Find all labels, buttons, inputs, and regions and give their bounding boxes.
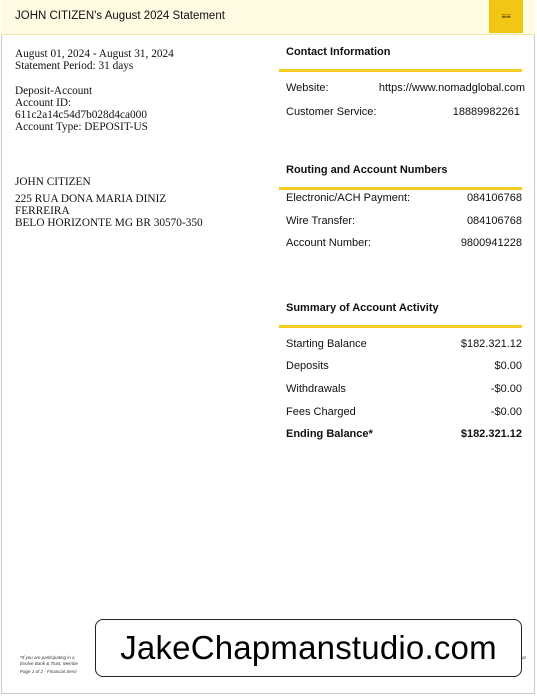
fees-value: -$0.00 [490, 406, 522, 418]
routing-section-title: Routing and Account Numbers [286, 164, 448, 176]
customer-address-block [15, 193, 203, 229]
address-line-2: FERREIRA [15, 205, 70, 217]
bank-logo [489, 0, 523, 33]
address-line-1: 225 RUA DONA MARIA DINIZ [15, 193, 167, 205]
account-info-block [15, 85, 148, 133]
account-number-label: Account Number: [286, 237, 371, 249]
routing-row-account-number [286, 237, 522, 249]
routing-row-wire [286, 215, 522, 227]
ending-balance-label: Ending Balance* [286, 428, 373, 440]
starting-balance-label: Starting Balance [286, 338, 367, 350]
summary-divider [279, 325, 522, 328]
wire-label: Wire Transfer: [286, 215, 356, 227]
statement-period: Statement Period: 31 days [15, 60, 134, 72]
ach-label: Electronic/ACH Payment: [286, 192, 411, 204]
account-number-value: 9800941228 [460, 237, 522, 249]
bank-logo-mark: ≡≡ [501, 12, 511, 21]
account-id-label: Account ID: [15, 97, 72, 109]
withdrawals-value: -$0.00 [490, 383, 522, 395]
website-link[interactable]: https://www.nomadglobal.com [378, 82, 525, 94]
customer-service-phone: 18889982261 [452, 106, 520, 118]
contact-row-website [286, 82, 525, 94]
contact-section-title: Contact Information [286, 46, 391, 58]
customer-name: JOHN CITIZEN [15, 176, 91, 188]
wire-value: 084106768 [466, 215, 522, 227]
footer-disclaimer-line-1: *If you are participating in a [20, 655, 75, 660]
customer-name-block [15, 176, 91, 188]
summary-row-ending-balance [286, 428, 522, 440]
footer-disclaimer-line-2: Evolve Bank & Trust, Membe [20, 661, 78, 666]
website-label: Website: [286, 82, 329, 94]
customer-service-label: Customer Service: [286, 106, 377, 118]
fees-label: Fees Charged [286, 406, 356, 418]
deposits-value: $0.00 [494, 360, 522, 372]
summary-row-deposits [286, 360, 522, 372]
statement-date-range: August 01, 2024 - August 31, 2024 [15, 48, 174, 60]
ending-balance-value: $182.321.12 [460, 428, 522, 440]
footer-page-number: Page 1 of 2 - Financial Servi [20, 669, 77, 674]
account-id: 611c2a14c54d7b028d4ca000 [15, 109, 147, 121]
summary-row-fees [286, 406, 522, 418]
watermark-banner [95, 619, 522, 677]
statement-header [1, 0, 535, 35]
statement-period-block [15, 48, 174, 72]
account-type: Account Type: DEPOSIT-US [15, 121, 148, 133]
routing-divider [279, 187, 522, 190]
summary-row-starting-balance [286, 338, 522, 350]
contact-divider [279, 69, 522, 72]
summary-section-title: Summary of Account Activity [286, 302, 439, 314]
deposits-label: Deposits [286, 360, 329, 372]
ach-value: 084106768 [466, 192, 522, 204]
statement-title: JOHN CITIZEN's August 2024 Statement [15, 10, 225, 22]
contact-row-customer-service [286, 106, 522, 118]
routing-row-ach [286, 192, 522, 204]
watermark-text: JakeChapmanstudio.com [120, 629, 497, 666]
footer-disclaimer-fragment: at [522, 655, 526, 660]
account-kind: Deposit-Account [15, 85, 93, 97]
withdrawals-label: Withdrawals [286, 383, 346, 395]
address-line-3: BELO HORIZONTE MG BR 30570-350 [15, 217, 203, 229]
starting-balance-value: $182.321.12 [460, 338, 522, 350]
summary-row-withdrawals [286, 383, 522, 395]
